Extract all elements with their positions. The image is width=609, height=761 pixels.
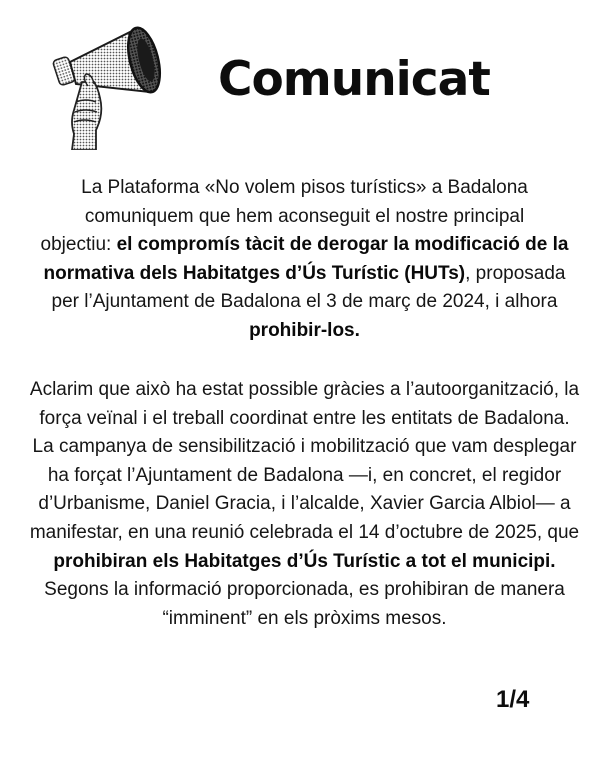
page-number: 1/4 [496,686,530,713]
paragraph-1-lead: objectiu: [40,234,117,256]
paragraph-2-highlight: prohibiran els Habitatges d’Ús Turístic a tot el municipi. [53,550,556,572]
megaphone-icon [52,18,170,150]
paragraph-1 [28,174,581,346]
paragraph-1-highlight: el compromís tàcit de derogar la modificació de la normativa dels Habitatges d’Ús Turístic (HUTs) [43,234,569,284]
page-title: Comunicat [218,52,490,107]
paragraph-2-closing: Segons la informació proporcionada, es prohibiran de manera “imminent” en els pròxims mesos. [44,579,565,629]
paragraph-1-highlight-end: prohibir-los. [249,319,360,341]
paragraph-1-line-1: La Plataforma «No volem pisos turístics» a Badalona [81,177,528,198]
paragraph-2 [28,376,581,633]
paragraph-1-line-2: comuniquem que hem aconseguit el nostre principal [84,205,525,227]
paragraph-1-continuation: , proposada per l’Ajuntament de Badalona el 3 de març de 2024, i alhora [51,262,566,313]
paragraph-2-intro: Aclarim que això ha estat possible gràcies a l’autoorganització, la força veïnal i el treball coordinat entre les entitats de Badalona. La campanya de sensibilització i mobilització que vam desplegar ha forçat l’Ajuntament de Badalona —i, en concret, el regidor d’Urbanisme, Daniel Gracia, i l’alcalde, Xavier Garcia Albiol— a manifestar, en una reunió celebrada el 14 d’octubre de 2025, que [29,379,580,543]
